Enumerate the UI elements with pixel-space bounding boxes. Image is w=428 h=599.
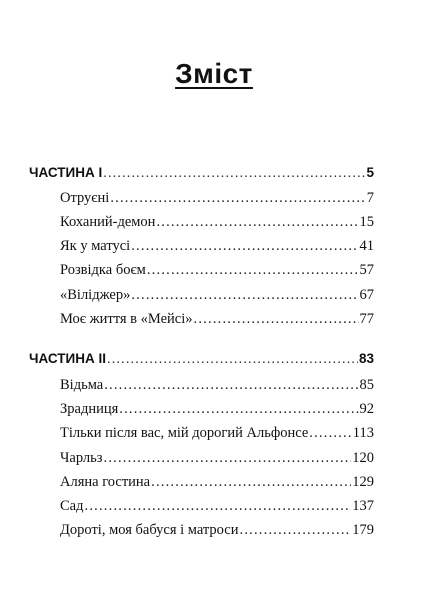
toc-page-number: 120: [352, 450, 374, 466]
toc-leader-dots: [110, 189, 365, 207]
toc-entry-2-4[interactable]: [60, 449, 374, 467]
toc-leader-dots: [104, 376, 358, 394]
toc-page-number: 92: [359, 401, 374, 417]
toc-page-number: 137: [352, 498, 374, 514]
toc-entry-2-2[interactable]: [60, 400, 374, 418]
toc-entry-label: Чарльз: [60, 450, 103, 466]
toc-page-number: 15: [359, 214, 374, 230]
toc-part-label: ЧАСТИНА І: [29, 165, 103, 180]
toc-entry-label: Моє життя в «Мейсі»: [60, 311, 193, 327]
toc-page-number: 179: [352, 522, 374, 538]
toc-entry-label: «Віліджер»: [60, 287, 131, 303]
toc-entry-1-4[interactable]: [60, 261, 374, 279]
toc-entry-2-7[interactable]: [60, 521, 374, 539]
toc-entry-label: Аляна гостина: [60, 474, 151, 490]
toc-leader-dots: [119, 400, 358, 418]
toc-entry-label: Тільки після вас, мій дорогий Альфонсе: [60, 425, 309, 441]
toc-entry-1-5[interactable]: [60, 286, 374, 304]
toc-part-label: ЧАСТИНА ІІ: [29, 351, 107, 366]
toc-page-number: 85: [359, 377, 374, 393]
toc-entry-2-1[interactable]: [60, 376, 374, 394]
toc-leader-dots: [104, 449, 352, 467]
toc-leader-dots: [103, 165, 365, 183]
toc-page-number: 129: [352, 474, 374, 490]
toc-leader-dots: [131, 237, 358, 255]
toc-entry-label: Дороті, моя бабуся і матроси: [60, 522, 239, 538]
toc-entry-1-2[interactable]: [60, 213, 374, 231]
toc-leader-dots: [107, 351, 358, 369]
toc-leader-dots: [309, 424, 352, 442]
toc-leader-dots: [156, 213, 358, 231]
toc-page-number: 41: [359, 238, 374, 254]
toc-page-number: 113: [352, 425, 374, 441]
toc-entry-1-1[interactable]: [60, 189, 374, 207]
toc-entry-label: Сад: [60, 498, 84, 514]
page-title: Зміст: [175, 58, 253, 89]
toc-entry-label: Коханий-демон: [60, 214, 156, 230]
toc-leader-dots: [131, 286, 358, 304]
toc-entry-label: Відьма: [60, 377, 104, 393]
toc-leader-dots: [151, 473, 351, 491]
toc-page-number: 77: [359, 311, 374, 327]
toc-part-1[interactable]: [29, 164, 374, 183]
toc-entry-label: Як у матусі: [60, 238, 131, 254]
toc-entry-label: Отруєні: [60, 190, 110, 206]
toc-page-number: 5: [366, 165, 374, 180]
toc-entry-2-6[interactable]: [60, 497, 374, 515]
toc-page-number: 67: [359, 287, 374, 303]
toc-entry-2-3[interactable]: [60, 424, 374, 442]
toc-part-2[interactable]: [29, 350, 374, 369]
toc-entry-label: Зрадниця: [60, 401, 119, 417]
toc-leader-dots: [240, 521, 352, 539]
toc-leader-dots: [194, 310, 359, 328]
toc-entry-2-5[interactable]: [60, 473, 374, 491]
toc-entry-1-3[interactable]: [60, 237, 374, 255]
toc-entry-label: Розвідка боєм: [60, 262, 146, 278]
toc-page-number: 83: [358, 351, 374, 366]
toc-page-number: 7: [366, 190, 374, 206]
toc-page-number: 57: [359, 262, 374, 278]
toc-entry-1-6[interactable]: [60, 310, 374, 328]
toc-leader-dots: [85, 497, 352, 515]
toc-leader-dots: [147, 261, 359, 279]
